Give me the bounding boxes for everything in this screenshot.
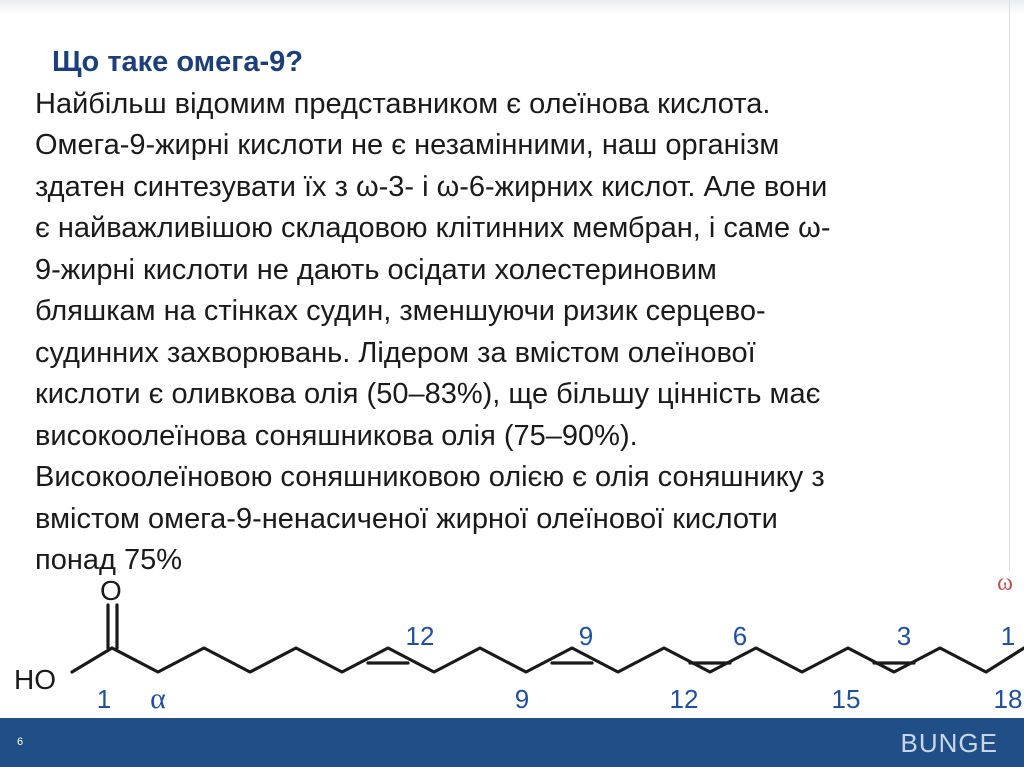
bottom-label-9: 9 (514, 684, 530, 714)
hydroxyl-label: HO (14, 664, 56, 695)
bottom-label-12: 12 (669, 684, 699, 714)
top-shade (0, 0, 1024, 14)
alpha-label: α (150, 682, 166, 715)
hydroxyl-bond (72, 648, 112, 672)
slide-number: 6 (17, 736, 24, 748)
slide-body: Найбільш відомим представником є олеїнова кислота. Омега-9-жирні кислоти не є незамінними, наш організм здатен синтезувати їх з ω-3- і ω-6-жирних кислот. Але вони є найважливішою складовою клітинних мембран, і саме ω- 9-жирні кислоти не дають осідати холестериновим бляшкам на стінках судин, зменшуючи ризик серцево- судинних захворювань. Лідером за вмістом олеїнової кислоти є оливкова олія (50–83%), ще більшу цінність має високоолеїнова соняшникова олія (75–90%). Високоолеїновою соняшниковою олією є олія соняшнику з вмістом омега-9-ненасиченої жирної олеїнової кислоти понад 75% (35, 87, 831, 576)
bottom-label-15: 15 (831, 684, 861, 714)
top-label-6: 6 (732, 621, 748, 651)
top-label-9: 9 (578, 621, 594, 651)
footer-bar (0, 718, 1024, 767)
slide-heading: Що таке омега-9? (52, 46, 303, 78)
right-divider (1009, 0, 1010, 570)
bottom-label-18: 18 (993, 684, 1023, 714)
omega-label: ω (997, 570, 1013, 596)
bottom-label-1: 1 (96, 684, 112, 714)
top-label-3: 3 (896, 621, 912, 651)
top-label-12: 12 (405, 621, 435, 651)
top-label-1: 1 (1000, 621, 1016, 651)
oleic-acid-structure (0, 568, 1024, 718)
oxygen-label: O (100, 575, 122, 606)
slide-text (35, 42, 985, 582)
bunge-logo: BUNGE (900, 728, 998, 758)
carbon-chain (112, 648, 1024, 672)
